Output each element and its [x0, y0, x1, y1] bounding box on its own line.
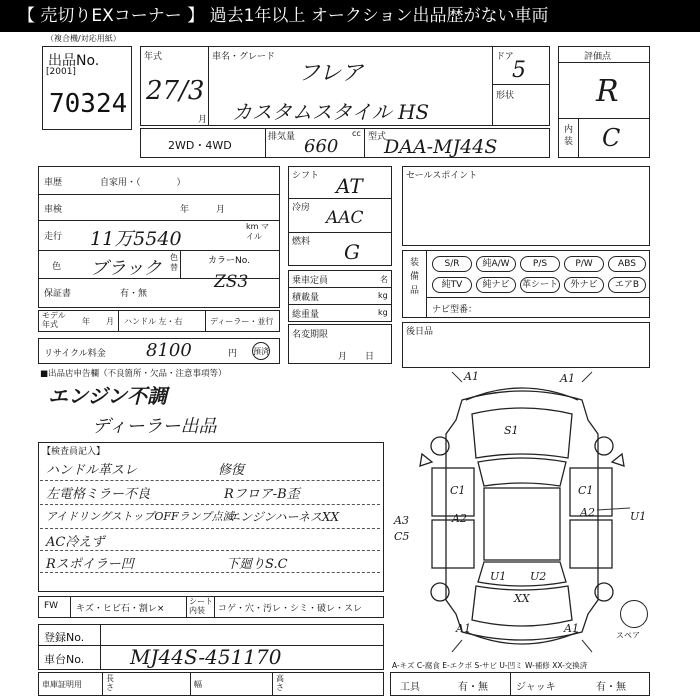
- insp-left-2: 左電格ミラー不良: [46, 487, 151, 502]
- equip-airbag: エアB: [608, 277, 646, 293]
- insp-right-3: エンジンハーネスXX: [228, 510, 340, 524]
- ac-value: AAC: [326, 208, 364, 228]
- jack-label: ジャッキ: [516, 682, 556, 693]
- mark-a2-right: A2: [580, 506, 595, 519]
- warranty-label: 保証書: [44, 289, 72, 299]
- later-box: [402, 322, 650, 368]
- nav-model-label: ナビ型番：: [432, 305, 478, 315]
- mileage-label: 走行: [44, 232, 63, 242]
- lot-label: 出品No.: [48, 53, 100, 69]
- recycle-status: 預済: [252, 342, 270, 360]
- form-subtitle: （複合機/対応用紙）: [46, 34, 121, 43]
- ac-label: 冷房: [292, 203, 311, 213]
- color-label: 色: [52, 262, 62, 272]
- spare-tire-icon: [620, 600, 648, 628]
- rear-bumper: [466, 632, 578, 644]
- spare-label: スペア: [616, 631, 640, 640]
- mark-a1-rr: A1: [564, 622, 579, 635]
- model-label: 型式: [368, 132, 387, 142]
- insp-left-4: AC冷えず: [46, 535, 105, 550]
- tools-options: 有・無: [458, 682, 488, 693]
- doors-value: 5: [512, 58, 526, 83]
- lot-box: [42, 46, 132, 130]
- doors-label: ドア: [496, 52, 514, 62]
- equip-leather: 革シート: [520, 277, 560, 293]
- mark-a2-left: A2: [452, 512, 467, 525]
- mark-c1-right: C1: [578, 484, 594, 497]
- insp-right-1: 修復: [218, 463, 245, 478]
- mark-c1-left: C1: [450, 484, 466, 497]
- handle-label: ハンドル 左・右: [124, 317, 183, 326]
- shift-value: AT: [336, 174, 363, 198]
- interior-value: C: [602, 124, 621, 152]
- mark-a1-rl: A1: [456, 622, 471, 635]
- model-year-ym: 年 月: [82, 317, 114, 326]
- yen-label: 円: [228, 349, 238, 359]
- equip-abs: ABS: [608, 256, 646, 272]
- score-label: 評価点: [584, 52, 612, 62]
- weight-unit: kg: [378, 308, 388, 317]
- insp-right-5: 下廻りS.C: [226, 557, 288, 572]
- mark-a1-fr: A1: [560, 372, 575, 385]
- left-rear-door: [432, 520, 474, 568]
- cert-height: 高さ: [276, 674, 284, 692]
- displacement-value: 660: [304, 136, 339, 157]
- right-rear-door: [570, 520, 612, 568]
- mark-u1-right: U1: [630, 510, 647, 523]
- fw-text: キズ・ヒビ石・割レ×: [76, 604, 165, 614]
- weight-label: 総重量: [292, 310, 320, 320]
- equip-aw: 純A/W: [476, 256, 516, 272]
- year-label: 年式: [144, 52, 163, 62]
- cert-row: [38, 672, 384, 696]
- reg-md: 月 日: [338, 352, 375, 362]
- capacity-label: 乗車定員: [292, 276, 329, 286]
- seat-label: シート内装: [189, 597, 213, 615]
- chassis-value: MJ44S-451170: [130, 645, 282, 669]
- tools-label: 工具: [400, 682, 420, 693]
- insp-left-1: ハンドル革スレ: [46, 463, 138, 478]
- history-text: 自家用・（ ）: [100, 178, 186, 188]
- model-value: DAA-MJ44S: [384, 136, 498, 158]
- front-bumper: [466, 388, 578, 400]
- cc-label: cc: [352, 129, 361, 138]
- windshield: [478, 458, 566, 486]
- notes-line1: エンジン不調: [48, 384, 167, 408]
- mark-xx: XX: [514, 592, 530, 605]
- roof: [484, 488, 560, 560]
- left-mirror: [420, 454, 432, 466]
- history-label: 車歴: [44, 178, 63, 188]
- fw-label: FW: [44, 601, 59, 611]
- reg-no-label: 登録No.: [44, 631, 85, 644]
- name-label: 車名・グレード: [212, 52, 276, 62]
- chassis-label: 車台No.: [44, 653, 85, 666]
- mileage-value: 11万5540: [90, 228, 182, 250]
- fuel-label: 燃料: [292, 237, 311, 247]
- score-value: R: [596, 74, 619, 109]
- mileage-units: km マイル: [246, 222, 269, 241]
- model-year-label: モデル年式: [42, 311, 66, 329]
- cert-label: 車庫証明用: [42, 680, 82, 689]
- insp-left-5: Rスポイラー凹: [46, 557, 134, 572]
- mark-u1-rear: U1: [490, 570, 507, 583]
- cert-width: 幅: [194, 680, 202, 689]
- equip-ext-navi: 外ナビ: [564, 277, 604, 293]
- equip-sr: S/R: [432, 256, 472, 272]
- seat-text: コゲ・穴・汚レ・シミ・破レ・スレ: [218, 604, 363, 614]
- insp-right-2: Rフロア-B歪: [224, 487, 300, 502]
- mark-u2: U2: [530, 570, 547, 583]
- inspection-ym: 年 月: [180, 205, 226, 215]
- interior-label: 内装: [564, 125, 574, 147]
- dealer-label: ディーラー・並行: [210, 317, 274, 326]
- recycle-value: 8100: [146, 340, 192, 361]
- color-no-label: カラーNo.: [208, 256, 250, 266]
- equip-ps: P/S: [520, 256, 560, 272]
- color-value: ブラック: [90, 258, 162, 279]
- shape-label: 形状: [496, 91, 515, 101]
- cert-long: 長さ: [106, 674, 114, 692]
- notes-line2: ディーラー出品: [92, 416, 217, 437]
- jack-options: 有・無: [596, 682, 626, 693]
- sales-label: セールスポイント: [406, 171, 478, 181]
- car-grade: カスタムスタイル HS: [232, 100, 430, 124]
- reg-label: 名変期限: [292, 330, 329, 340]
- insp-left-3: アイドリングストップOFFランプ点滅: [46, 510, 234, 523]
- load-unit: kg: [378, 291, 388, 300]
- header-banner: 【 売切りEXコーナー 】 過去1年以上 オークション出品歴がない車両: [0, 0, 700, 32]
- right-mirror: [612, 454, 624, 466]
- recycle-label: リサイクル料金: [44, 349, 106, 359]
- lot-number: 70324: [49, 89, 128, 119]
- equip-pw: P/W: [564, 256, 604, 272]
- later-label: 後日品: [406, 327, 434, 337]
- year-value: 27/3: [146, 76, 205, 106]
- notes-label: ■出品店申告欄（不良箇所・欠品・注意事項等）: [40, 369, 227, 379]
- shift-label: シフト: [292, 171, 320, 181]
- equip-tv: 純TV: [432, 277, 472, 293]
- svg-text:C5: C5: [394, 530, 410, 543]
- lot-code: [2001]: [46, 67, 76, 77]
- hood: [472, 408, 572, 458]
- damage-legend: A-キズ C-腐食 E-エクボ S-サビ U-凹ミ W-補修 XX-交換済: [392, 661, 588, 670]
- inspection-label: 車検: [44, 205, 63, 215]
- mark-a3-c5: A3: [394, 514, 409, 527]
- equip-navi: 純ナビ: [476, 277, 516, 293]
- mark-a1-fl: A1: [464, 370, 479, 383]
- color-change: 色替: [170, 253, 178, 272]
- inspector-label: 【検査員記入】: [42, 447, 106, 457]
- car-diagram: [392, 370, 650, 660]
- month-suffix: 月: [198, 115, 208, 125]
- warranty-options: 有・無: [120, 289, 148, 299]
- fuel-value: G: [344, 240, 360, 264]
- equipment-label: 装備品: [410, 258, 420, 296]
- capacity-unit: 名: [380, 275, 388, 284]
- mark-s1: S1: [504, 424, 519, 437]
- color-no-value: ZS3: [214, 272, 249, 292]
- displacement-label: 排気量: [268, 132, 296, 142]
- load-label: 積載量: [292, 293, 320, 303]
- drive-options: 2WD・4WD: [168, 139, 232, 152]
- car-name: フレア: [298, 61, 364, 86]
